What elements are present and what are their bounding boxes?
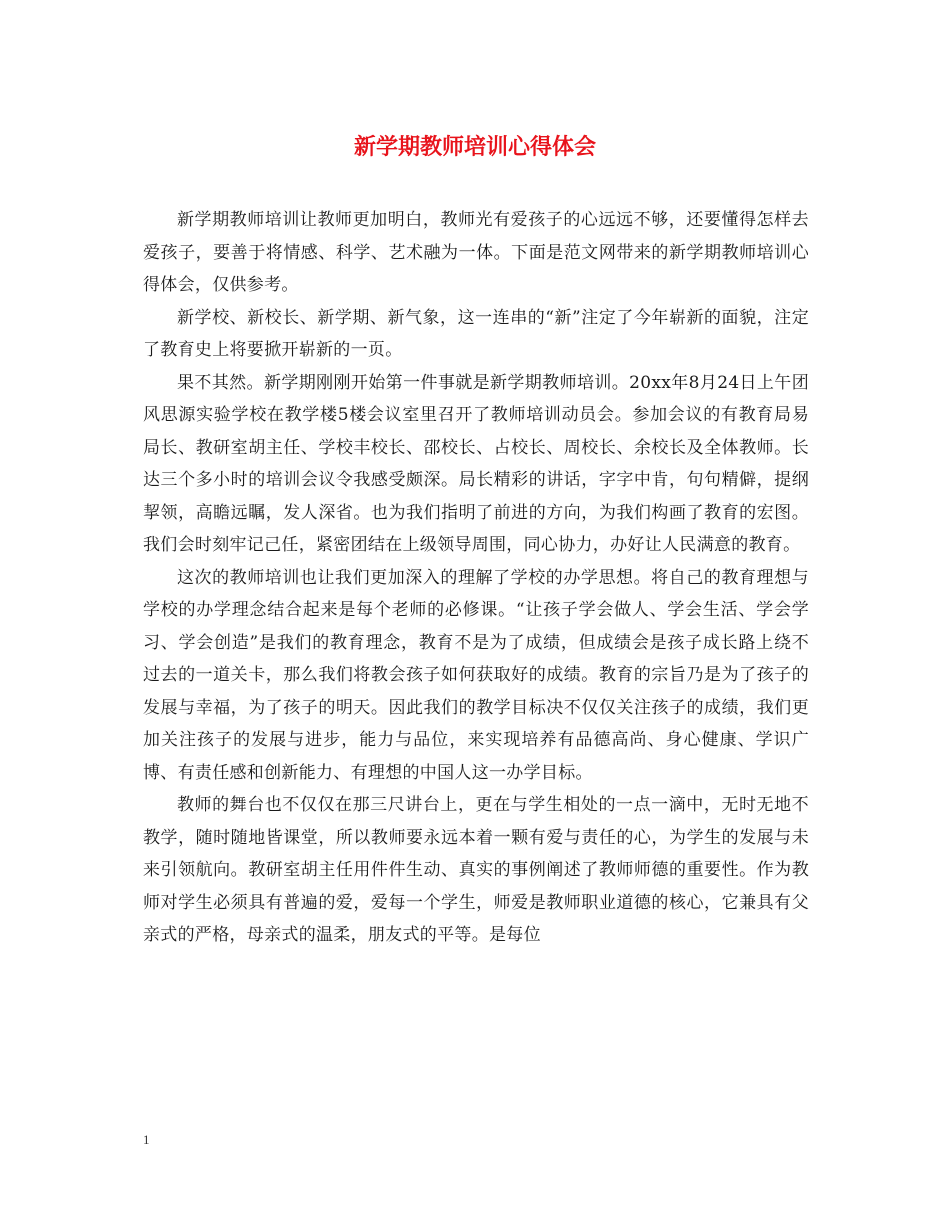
document-title: 新学期教师培训心得体会: [353, 134, 596, 160]
paragraph-4: 这次的教师培训也让我们更加深入的理解了学校的办学思想。将自己的教育理想与学校的办学理念结合起来是每个老师的必修课。“让孩子学会做人、学会生活、学会学习、学会创造”是我们的教育理念，教育不是为了成绩，但成绩会是孩子成长路上绕不过去的一道关卡，那么我们将教会孩子如何获取好的成绩。教育的宗旨乃是为了孩子的发展与幸福，为了孩子的明天。因此我们的教学目标决不仅仅关注孩子的成绩，我们更加关注孩子的发展与进步，能力与品位，来实现培养有品德高尚、身心健康、学识广博、有责任感和创新能力、有理想的中国人这一办学目标。: [143, 567, 809, 783]
paragraph-2: 新学校、新校长、新学期、新气象，这一连串的“新”注定了今年崭新的面貌，注定了教育史上将要掀开崭新的一页。: [143, 307, 809, 360]
document-body: [143, 204, 809, 952]
page-number: 1: [143, 1132, 150, 1147]
paragraph-3: 果不其然。新学期刚刚开始第一件事就是新学期教师培训。20xx年8月24日上午团风思源实验学校在教学楼5楼会议室里召开了教师培训动员会。参加会议的有教育局易局长、教研室胡主任、学校丰校长、邵校长、占校长、周校长、余校长及全体教师。长达三个多小时的培训会议令我感受颇深。局长精彩的讲话，字字中肯，句句精僻，提纲挈领，高瞻远瞩，发人深省。也为我们指明了前进的方向，为我们构画了教育的宏图。我们会时刻牢记己任，紧密团结在上级领导周围，同心协力，办好让人民满意的教育。: [143, 372, 809, 555]
paragraph-1: 新学期教师培训让教师更加明白，教师光有爱孩子的心远远不够，还要懂得怎样去爱孩子，要善于将情感、科学、艺术融为一体。下面是范文网带来的新学期教师培训心得体会，仅供参考。: [143, 210, 809, 295]
paragraph-5: 教师的舞台也不仅仅在那三尺讲台上，更在与学生相处的一点一滴中，无时无地不教学，随时随地皆课堂，所以教师要永远本着一颗有爱与责任的心，为学生的发展与未来引领航向。教研室胡主任用件件生动、真实的事例阐述了教师师德的重要性。作为教师对学生必须具有普遍的爱，爱每一个学生，师爱是教师职业道德的核心，它兼具有父亲式的严格，母亲式的温柔，朋友式的平等。是每位: [143, 795, 809, 945]
